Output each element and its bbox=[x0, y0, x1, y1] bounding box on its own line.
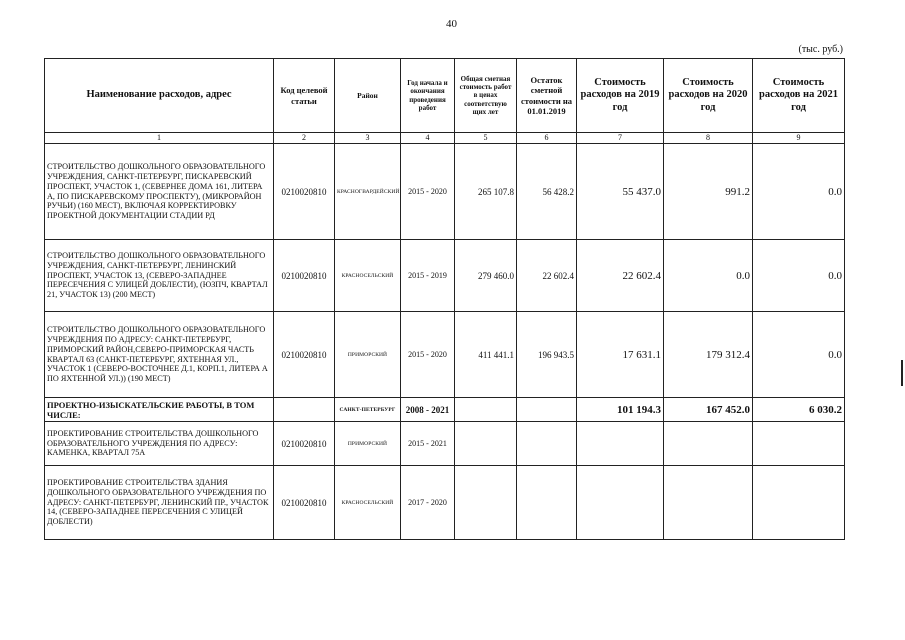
subrow-total bbox=[455, 422, 517, 466]
header-code: Код целевой статьи bbox=[274, 59, 335, 133]
subrow-years: 2017 - 2020 bbox=[401, 466, 455, 540]
subrow-district: КРАСНОСЕЛЬСКИЙ bbox=[335, 466, 401, 540]
row-remainder: 56 428.2 bbox=[517, 144, 577, 240]
subtotal-district: САНКТ-ПЕТЕРБУРГ bbox=[335, 398, 401, 422]
table-row bbox=[45, 240, 845, 312]
row-cost-2019: 22 602.4 bbox=[577, 240, 664, 312]
subtotal-cost-2021: 6 030.2 bbox=[753, 398, 845, 422]
subtotal-remainder bbox=[517, 398, 577, 422]
column-number: 5 bbox=[455, 133, 517, 144]
row-cost-2021: 0.0 bbox=[753, 144, 845, 240]
row-cost-2020: 991.2 bbox=[664, 144, 753, 240]
row-cost-2019: 55 437.0 bbox=[577, 144, 664, 240]
subrow-cost-2021 bbox=[753, 422, 845, 466]
subrow-years: 2015 - 2021 bbox=[401, 422, 455, 466]
subrow-remainder bbox=[517, 466, 577, 540]
row-code: 0210020810 bbox=[274, 240, 335, 312]
row-cost-2020: 0.0 bbox=[664, 240, 753, 312]
units-label: (тыс. руб.) bbox=[798, 44, 843, 55]
subrow-total bbox=[455, 466, 517, 540]
column-number-row bbox=[45, 133, 845, 144]
subrow-cost-2021 bbox=[753, 466, 845, 540]
column-number: 1 bbox=[45, 133, 274, 144]
row-remainder: 22 602.4 bbox=[517, 240, 577, 312]
subtotal-name: ПРОЕКТНО-ИЗЫСКАТЕЛЬСКИЕ РАБОТЫ, В ТОМ ЧИСЛЕ: bbox=[45, 398, 274, 422]
row-name: СТРОИТЕЛЬСТВО ДОШКОЛЬНОГО ОБРАЗОВАТЕЛЬНОГО УЧРЕЖДЕНИЯ, САНКТ-ПЕТЕРБУРГ, ПИСКАРЕВСКИЙ ПРОСПЕКТ, УЧАСТОК 1, (СЕВЕРНЕЕ ДОМА 161, ЛИТЕРА А, ПО ПИСКАРЕВСКОМУ ПРОСПЕКТУ), (МИКРОРАЙОН РУЧЬИ) (160 МЕСТ), ВКЛЮЧАЯ КОРРЕКТИРОВКУ ПРОЕКТНОЙ ДОКУМЕНТАЦИИ СТАДИИ РД bbox=[45, 144, 274, 240]
subrow-cost-2020 bbox=[664, 422, 753, 466]
table-row bbox=[45, 144, 845, 240]
subrow-code: 0210020810 bbox=[274, 422, 335, 466]
scan-mark bbox=[901, 360, 903, 386]
row-district: КРАСНОГВАРДЕЙСКИЙ bbox=[335, 144, 401, 240]
subrow-name: ПРОЕКТИРОВАНИЕ СТРОИТЕЛЬСТВА ДОШКОЛЬНОГО ОБРАЗОВАТЕЛЬНОГО УЧРЕЖДЕНИЯ ПО АДРЕСУ: КАМЕНКА, КВАРТАЛ 75А bbox=[45, 422, 274, 466]
table-row bbox=[45, 312, 845, 398]
header-cost-2021: Стоимость расходов на 2021 год bbox=[753, 59, 845, 133]
header-row bbox=[45, 59, 845, 133]
subrow-remainder bbox=[517, 422, 577, 466]
subrow-cost-2020 bbox=[664, 466, 753, 540]
row-name: СТРОИТЕЛЬСТВО ДОШКОЛЬНОГО ОБРАЗОВАТЕЛЬНОГО УЧРЕЖДЕНИЯ, САНКТ-ПЕТЕРБУРГ, ЛЕНИНСКИЙ ПРОСПЕКТ, УЧАСТОК 13, (СЕВЕРО-ЗАПАДНЕЕ ПЕРЕСЕЧЕНИЯ С УЛИЦЕЙ ДОБЛЕСТИ), (ЮЗПЧ, КВАРТАЛ 21, УЧАСТОК 13) (200 МЕСТ) bbox=[45, 240, 274, 312]
row-district: ПРИМОРСКИЙ bbox=[335, 312, 401, 398]
subtotal-cost-2020: 167 452.0 bbox=[664, 398, 753, 422]
header-remainder: Остаток сметной стоимости на 01.01.2019 bbox=[517, 59, 577, 133]
table-row bbox=[45, 422, 845, 466]
column-number: 2 bbox=[274, 133, 335, 144]
column-number: 3 bbox=[335, 133, 401, 144]
row-years: 2015 - 2019 bbox=[401, 240, 455, 312]
subtotal-code bbox=[274, 398, 335, 422]
header-cost-2020: Стоимость расходов на 2020 год bbox=[664, 59, 753, 133]
subrow-code: 0210020810 bbox=[274, 466, 335, 540]
subtotal-years: 2008 - 2021 bbox=[401, 398, 455, 422]
subtotal-cost-2019: 101 194.3 bbox=[577, 398, 664, 422]
row-district: КРАСНОСЕЛЬСКИЙ bbox=[335, 240, 401, 312]
subrow-district: ПРИМОРСКИЙ bbox=[335, 422, 401, 466]
row-code: 0210020810 bbox=[274, 312, 335, 398]
table-row bbox=[45, 466, 845, 540]
row-cost-2020: 179 312.4 bbox=[664, 312, 753, 398]
subtotal-row bbox=[45, 398, 845, 422]
row-name: СТРОИТЕЛЬСТВО ДОШКОЛЬНОГО ОБРАЗОВАТЕЛЬНОГО УЧРЕЖДЕНИЯ ПО АДРЕСУ: САНКТ-ПЕТЕРБУРГ, ПРИМОРСКИЙ РАЙОН,СЕВЕРО-ПРИМОРСКАЯ ЧАСТЬ КВАРТАЛ 63 (САНКТ-ПЕТЕРБУРГ, ЯХТЕННАЯ УЛ., УЧАСТОК 1 (СЕВЕРО-ВОСТОЧНЕЕ Д.1, КОРП.1, ЛИТЕРА А ПО ЯХТЕННОЙ УЛ.)) (190 МЕСТ) bbox=[45, 312, 274, 398]
row-total: 411 441.1 bbox=[455, 312, 517, 398]
subrow-name: ПРОЕКТИРОВАНИЕ СТРОИТЕЛЬСТВА ЗДАНИЯ ДОШКОЛЬНОГО ОБРАЗОВАТЕЛЬНОГО УЧРЕЖДЕНИЯ ПО АДРЕСУ: САНКТ-ПЕТЕРБУРГ, ЛЕНИНСКИЙ ПР., УЧАСТОК 14, (СЕВЕРО-ЗАПАДНЕЕ ПЕРЕСЕЧЕНИЯ С УЛИЦЕЙ ДОБЛЕСТИ) bbox=[45, 466, 274, 540]
budget-table bbox=[44, 58, 845, 540]
subtotal-total bbox=[455, 398, 517, 422]
page-number: 40 bbox=[446, 18, 457, 30]
row-cost-2021: 0.0 bbox=[753, 312, 845, 398]
row-years: 2015 - 2020 bbox=[401, 144, 455, 240]
row-total: 265 107.8 bbox=[455, 144, 517, 240]
row-cost-2019: 17 631.1 bbox=[577, 312, 664, 398]
column-number: 4 bbox=[401, 133, 455, 144]
header-years: Год начала и окончания проведения работ bbox=[401, 59, 455, 133]
row-total: 279 460.0 bbox=[455, 240, 517, 312]
row-years: 2015 - 2020 bbox=[401, 312, 455, 398]
subrow-cost-2019 bbox=[577, 422, 664, 466]
column-number: 8 bbox=[664, 133, 753, 144]
row-code: 0210020810 bbox=[274, 144, 335, 240]
column-number: 7 bbox=[577, 133, 664, 144]
header-cost-2019: Стоимость расходов на 2019 год bbox=[577, 59, 664, 133]
subrow-cost-2019 bbox=[577, 466, 664, 540]
column-number: 6 bbox=[517, 133, 577, 144]
row-cost-2021: 0.0 bbox=[753, 240, 845, 312]
header-name: Наименование расходов, адрес bbox=[45, 59, 274, 133]
column-number: 9 bbox=[753, 133, 845, 144]
row-remainder: 196 943.5 bbox=[517, 312, 577, 398]
header-total: Общая сметная стоимость работ в ценах соответствую щих лет bbox=[455, 59, 517, 133]
header-district: Район bbox=[335, 59, 401, 133]
